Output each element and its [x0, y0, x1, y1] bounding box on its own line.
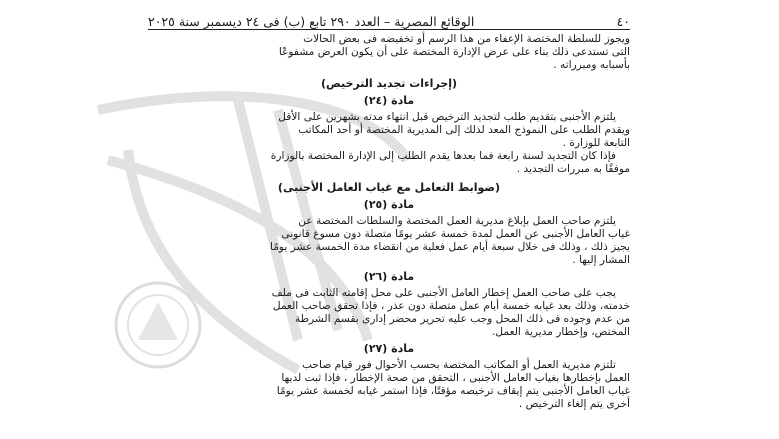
- text-line: أخرى يتم إلغاء الترخيص .: [518, 398, 630, 410]
- text-line: فإذا كان التجديد لسنة رابعة فما بعدها يقدم الطلب إلى الإدارة المختصة بالوزارة: [270, 150, 616, 162]
- document-body: [148, 33, 630, 411]
- article-26-title: مادة (٢٦): [363, 270, 415, 283]
- article-27-paragraph-1: [148, 359, 630, 411]
- text-line: المشار إليها .: [572, 254, 630, 266]
- text-line: المختص، وإخطار مديرية العمل.: [492, 326, 630, 338]
- text-line: من عدم وجوده فى ذلك المحل وجب عليه تحرير محضر إدارى بقسم الشرطة: [294, 313, 630, 325]
- text-line: موفقًا به مبررات التجديد .: [516, 163, 630, 175]
- text-line: يجب على صاحب العمل إخطار العامل الأجنبى على محل إقامته الثابت فى ملف: [271, 287, 616, 299]
- text-line: التابعة للوزارة .: [562, 137, 630, 149]
- gazette-page: [148, 0, 630, 439]
- text-line: التى تستدعى ذلك بناء على عرض الإدارة المختصة على أن يكون العرض مشفوعًا: [278, 46, 630, 58]
- intro-paragraph: [148, 33, 630, 72]
- article-25-paragraph-1: [148, 215, 630, 267]
- article-24-title: مادة (٢٤): [363, 94, 415, 107]
- text-line: تلتزم مديرية العمل أو المكاتب المختصة بحسب الأحوال فور قيام صاحب: [302, 359, 616, 371]
- text-line: يلتزم الأجنبى بتقديم طلب لتجديد الترخيص قبل انتهاء مدته بشهرين على الأقل: [278, 111, 616, 123]
- section-title-renewal: (إجراءات تجديد الترخيص): [320, 77, 458, 90]
- text-line: يلتزم صاحب العمل بإبلاغ مديرية العمل المختصة والسلطات المختصة عن: [298, 215, 616, 227]
- page-header: [148, 9, 630, 29]
- page-number: ٤٠: [616, 14, 630, 29]
- text-line: العمل بإخطارها بغياب العامل الأجنبى ، التحقق من صحة الإخطار ، فإذا ثبت لديها: [281, 372, 630, 384]
- article-25-title: مادة (٢٥): [363, 198, 415, 211]
- section-title-absence: (ضوابط التعامل مع غياب العامل الأجنبى): [277, 181, 501, 194]
- article-24-paragraph-2: [148, 150, 630, 176]
- text-line: غياب العامل الأجنبى يتم إيقاف ترخيصه مؤقتًا، فإذا استمر غيابه لخمسة عشر يومًا: [276, 385, 630, 397]
- publication-info: الوقائع المصرية – العدد ٢٩٠ تابع (ب) فى ٢٤ ديسمبر سنة ٢٠٢٥: [148, 14, 475, 29]
- text-line: يجيز ذلك ، وذلك فى خلال سبعة أيام عمل فعلية من انقضاء مدة الخمسة عشر يومًا: [269, 241, 630, 253]
- header-divider: [148, 29, 630, 30]
- text-line: ويقدم الطلب على النموذج المعد لذلك إلى المديرية المختصة أو أحد المكاتب: [298, 124, 630, 136]
- article-27-title: مادة (٢٧): [363, 342, 415, 355]
- article-24-paragraph-1: [148, 111, 630, 150]
- article-26-paragraph-1: [148, 287, 630, 339]
- text-line: غياب العامل الأجنبى عن العمل لمدة خمسة عشر يومًا متصلة دون مسوغ قانونى: [281, 228, 630, 240]
- text-line: خدمته، وذلك بعد غيابه خمسة أيام عمل متصلة دون عذر ، فإذا تحقق صاحب العمل: [272, 300, 630, 312]
- text-line: ويجوز للسلطة المختصة الإعفاء من هذا الرسم أو تخفيضه فى بعض الحالات: [303, 33, 630, 45]
- text-line: بأسبابه ومبرراته .: [553, 59, 630, 71]
